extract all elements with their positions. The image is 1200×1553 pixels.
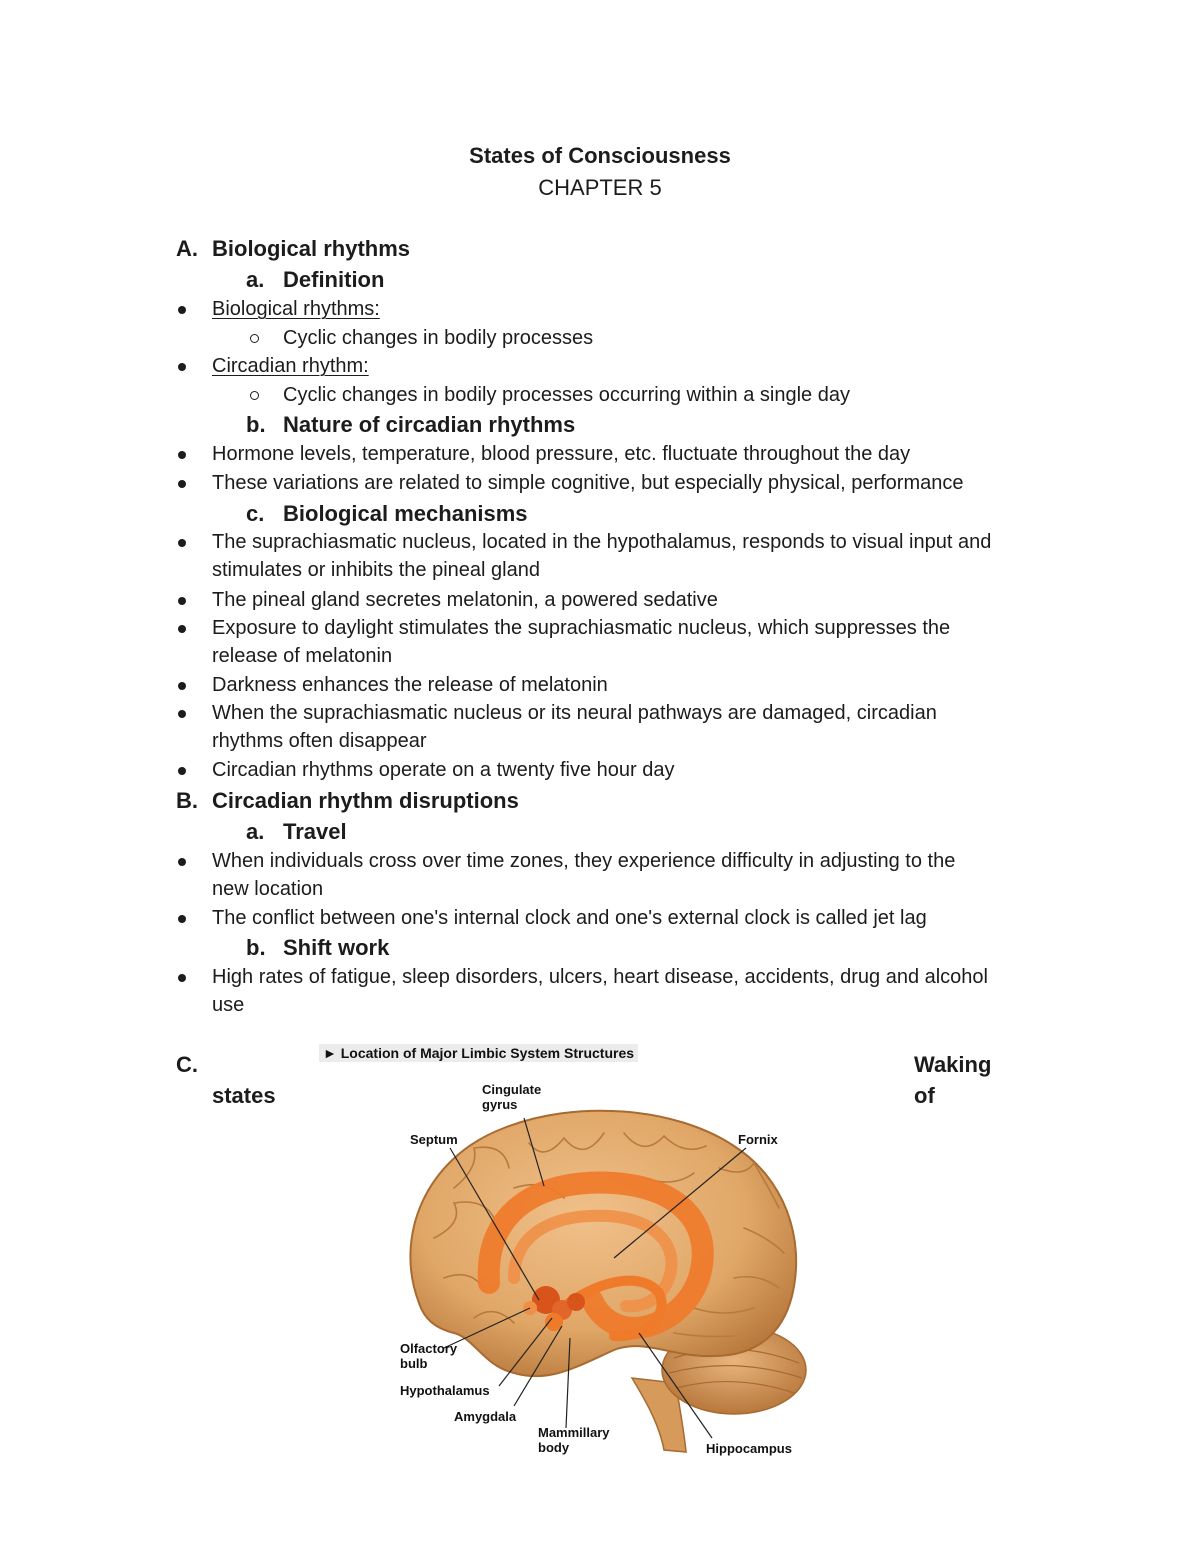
sub-b-marker: b. [246,412,266,437]
list-item: Darkness enhances the release of melatonin [212,674,608,696]
list-item: When individuals cross over time zones, they experience difficulty in adjusting to the [212,850,956,872]
bullet-icon [178,710,186,718]
label-olfactory-bulb: Olfactory bulb [400,1341,458,1371]
list-item: Exposure to daylight stimulates the suprachiasmatic nucleus, which suppresses the [212,617,951,639]
definition-text: Cyclic changes in bodily processes occurring within a single day [283,384,850,406]
bullet-icon [178,480,186,488]
page-title: States of Consciousness [469,143,731,168]
list-item-continued: stimulates or inhibits the pineal gland [212,559,540,581]
list-item-continued: release of melatonin [212,645,393,667]
limbic-system-figure [314,1038,834,1468]
sub-a-heading: Definition [283,267,385,292]
bullet-icon [178,306,186,314]
hollow-bullet-icon [250,334,259,343]
list-item: When the suprachiasmatic nucleus or its neural pathways are damaged, circadian [212,702,937,724]
hollow-bullet-icon [250,391,259,400]
section-a-heading: Biological rhythms [212,236,411,261]
list-item: Circadian rhythms operate on a twenty five hour day [212,759,675,781]
section-c-word: of [914,1083,935,1108]
bullet-icon [178,767,186,775]
list-item: Hormone levels, temperature, blood pressure, etc. fluctuate throughout the day [212,443,911,465]
list-item: The conflict between one's internal clock and one's external clock is called jet lag [212,907,927,929]
bullet-icon [178,858,186,866]
sub-shift-heading: Shift work [283,935,390,960]
bullet-icon [178,625,186,633]
label-hippocampus: Hippocampus [706,1441,792,1456]
definition-term: Biological rhythms: [212,298,380,320]
bullet-icon [178,915,186,923]
bullet-icon [178,974,186,982]
section-c-word: Waking [914,1052,992,1077]
list-item: These variations are related to simple cognitive, but especially physical, performance [212,472,964,494]
list-item: High rates of fatigue, sleep disorders, ulcers, heart disease, accidents, drug and alcohol [212,966,988,988]
sub-b-heading: Nature of circadian rhythms [283,412,576,437]
section-c-word: states [212,1083,276,1108]
section-c-marker: C. [176,1052,198,1077]
chapter-heading: CHAPTER 5 [538,175,662,200]
sub-a-marker: a. [246,267,265,292]
bullet-icon [178,682,186,690]
list-item-continued: new location [212,878,324,900]
section-a-marker: A. [176,236,198,261]
label-fornix: Fornix [738,1132,778,1147]
section-b-marker: B. [176,788,198,813]
label-hypothalamus: Hypothalamus [400,1383,490,1398]
bullet-icon [178,539,186,547]
figure-title: ► Location of Major Limbic System Structures [319,1044,638,1062]
bullet-icon [178,451,186,459]
definition-term: Circadian rhythm: [212,355,369,377]
label-mammillary-body: Mammillary body [538,1425,610,1455]
list-item-continued: use [212,994,245,1016]
sub-travel-heading: Travel [283,819,347,844]
bullet-icon [178,363,186,371]
brain-illustration [314,1038,834,1468]
definition-text: Cyclic changes in bodily processes [283,327,594,349]
list-item: The suprachiasmatic nucleus, located in the hypothalamus, responds to visual input and [212,531,992,553]
sub-travel-marker: a. [246,819,265,844]
sub-c-marker: c. [246,501,265,526]
list-item-continued: rhythms often disappear [212,730,427,752]
bullet-icon [178,597,186,605]
sub-c-heading: Biological mechanisms [283,501,528,526]
label-cingulate-gyrus: Cingulate gyrus [482,1082,542,1112]
list-item: The pineal gland secretes melatonin, a powered sedative [212,589,718,611]
section-b-heading: Circadian rhythm disruptions [212,788,519,813]
sub-shift-marker: b. [246,935,266,960]
label-amygdala: Amygdala [454,1409,517,1424]
label-septum: Septum [410,1132,458,1147]
